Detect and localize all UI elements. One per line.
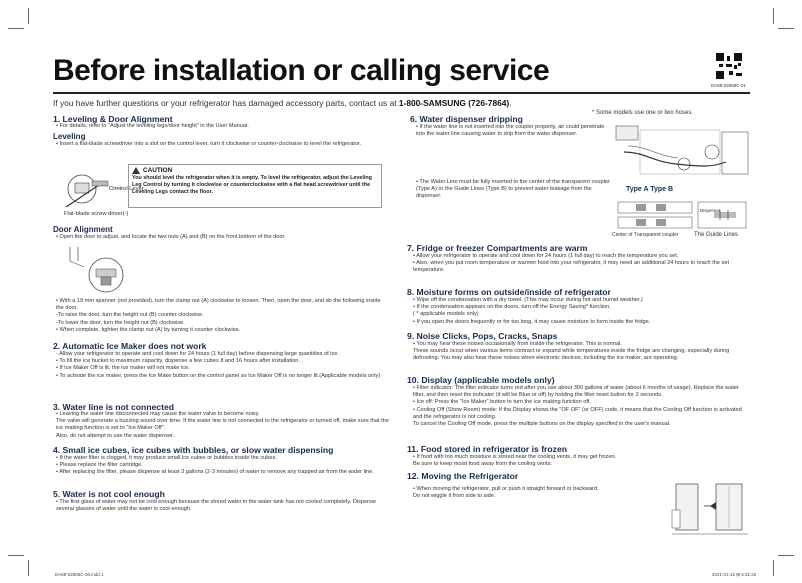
door-alignment-steps: • With a 19 mm spanner (not provided), turn the clamp nut (A) clockwise to loosen. Then, open the door, and do the following inside the door. -To raise the door, turn the height nut (B) counter clockwise. -To lower the door, turn the height nut (B) clockwise. • When complete, tighten the clamp nut (A) by turning it counter clockwise.: [56, 298, 381, 333]
control-lever-label: Control Lever: [109, 186, 144, 192]
section-6-text-1: • If the water line is not inserted into the coupler properly, air could penetrate into the water line causing water to drip from the water dispenser.: [416, 124, 605, 138]
qr-code-icon: [716, 53, 742, 79]
intro-text: [53, 98, 512, 108]
door-nuts-illustration: [66, 245, 130, 297]
section-6-heading: 6. Water dispenser dripping: [410, 114, 523, 124]
section-7-heading: 7. Fridge or freezer Compartments are warm: [407, 243, 588, 253]
crop-mark: [28, 8, 29, 24]
leveling-heading: Leveling: [53, 132, 86, 141]
crop-mark: [778, 28, 794, 29]
section-3-text: • Leaving the water line disconnected may cause the water valve to become noisy. The valve will generate a buzzing sound over time. If the water line is not connected to the refrigerator or turned off, make sure that the ice making function is set to "Ice Maker Off". Also, do not attempt to use the water dispenser.: [56, 411, 389, 439]
section-11-heading: 11. Food stored in refrigerator is frozen: [407, 444, 567, 454]
footer-file-name: DA68-02659C-00.indd 1: [55, 572, 104, 577]
dispenser-label: Dispenser: [700, 208, 721, 213]
crop-mark: [778, 555, 794, 556]
moving-refrigerator-illustration: [670, 480, 750, 538]
crop-mark: [773, 560, 774, 576]
leveling-text: • Insert a flat-blade screwdriver into a slot on the control lever, turn it clockwise or counter-clockwise to level the refrigerator.: [56, 141, 362, 147]
crop-mark: [8, 28, 24, 29]
section-2-heading: 2. Automatic Ice Maker does not work: [53, 341, 207, 351]
intro-end: .: [509, 98, 512, 108]
caution-text: You should level the refrigerator when it is empty. To level the refrigerator, adjust the Leveling Leg Control by turning it clockwise or counterclockwise with a flat head screwdriver until the Leveling Legs contact the floor.: [132, 175, 372, 195]
section-4-text: • If the water filter is clogged, it may produce small ice cubes or bubbles inside the cubes. • Please replace the filter cartridge. • After replacing the filter, please dispense at least 3 gallons (2-3 minutes) of water to remove any trapped air from the water line.: [56, 455, 374, 476]
section-6-text-2: • The Water Line must be fully inserted to the center of the transparent coupler (Type A) or the Guide Lines (Type B) to prevent water leakage from the dispenser.: [416, 179, 610, 200]
page-title: Before installation or calling service: [53, 54, 550, 87]
section-2-text: - Allow your refrigerator to operate and cool down for 24 hours (1 full day) before dispensing large quantities of ice. • To fill the ice bucket to maximum capacity, dispense a few cubes 8 and 16 hours after installation. • If Ice Maker Off is lit, the ice maker will not make ice. • To activate the ice maker, press the Ice Make button on the control panel so Ice Maker Off is no longer lit.(Applicable models only): [56, 351, 381, 379]
coupler-types-illustration: [614, 196, 750, 232]
footer-timestamp: 2021-01-12 ⊞ 5:31:32: [712, 572, 757, 577]
crop-mark: [8, 555, 24, 556]
section-3-heading: 3. Water line is not connected: [53, 402, 174, 412]
crop-mark: [28, 560, 29, 576]
screwdriver-label: Flat-blade screw driver(-): [64, 211, 129, 217]
section-4-heading: 4. Small ice cubes, ice cubes with bubbles, or slow water dispensing: [53, 445, 334, 455]
section-8-heading: 8. Moisture forms on outside/inside of refrigerator: [407, 287, 611, 297]
section-5-text: • The first glass of water may not be cold enough because the stored water in the water tank has not cooled completely. Dispense several glasses of water until the water is cool enough.: [56, 499, 377, 513]
caution-title: CAUTION: [143, 167, 173, 174]
warning-icon: [132, 167, 140, 174]
section-9-heading: 9. Noise Clicks, Pops, Cracks, Snaps: [407, 331, 558, 341]
section-12-heading: 12. Moving the Refrigerator: [407, 471, 519, 481]
section-12-text: • When moving the refrigerator, pull or push it straight forward or backward. Do not wiggle it from side to side.: [413, 486, 599, 500]
door-alignment-text: • Open the door to adjust, and locate the two nuts (A) and (B) on the front bottom of the door.: [56, 234, 286, 240]
section-10-text: • Filter indicator: The filter indicator turns red after you use about 300 gallons of water (about 6 months of usage). Replace the water filter, and then reset the indicator (it will be Blue or off) by holding the filter reset button for 3 seconds. • Ice off: Press the "Ice Maker" button to turn the ice making function off. • Cooling Off (Show Room) mode: If the Display shows the "OF OF" (or OFF) code, it means that the Cooling Off function is activated and the refrigerator is not cooling. To cancel the Cooling Off mode, press the multiple buttons on the display specified in the user's manual.: [413, 385, 742, 428]
guide-lines-caption: The Guide Lines: [694, 232, 739, 238]
document-code: DA68-02659C-01: [711, 83, 747, 88]
section-7-text: • Allow your refrigerator to operate and cool down for 24 hours (1 full day) to reach the temperature you set. • Also, when you put room temperature or warmer food into your refrigerator, it may need an additional 24 hours to reach the set temperature.: [413, 253, 729, 274]
section-9-text: • You may hear these noises occasionally from inside the refrigerator. This is normal. These sounds occur when various items contract or expand while temperatures inside the fridge are changing, especially during defrosting. You may also hear these noises when electronic devices, including the ice maker, are operating.: [413, 341, 730, 362]
intro-body: If you have further questions or your refrigerator has damaged accessory parts, contact us at: [53, 98, 399, 108]
section-10-heading: 10. Display (applicable models only): [407, 375, 555, 385]
section-8-text: • Wipe off the condensation with a dry towel. (This may occur during hot and humid weather.) • If the condensation appears on the doors, turn off the Energy Saving* function. ( * applicable models only) • If you open the doors frequently or for too long, it may cause moisture to form inside the fridge.: [413, 297, 651, 325]
hose-models-note: * Some models use one or two hoses.: [592, 110, 694, 116]
crop-mark: [773, 8, 774, 24]
support-phone: 1-800-SAMSUNG (726-7864): [398, 98, 510, 108]
title-rule: [53, 92, 750, 94]
water-line-illustration: [614, 122, 750, 184]
coupler-caption: Center of Transparent coupler: [612, 232, 679, 238]
section-11-text: • If food with too much moisture is stored near the cooling vents, it may get frozen. Be sure to keep moist food away from the cooling vents.: [413, 454, 617, 468]
section-5-heading: 5. Water is not cool enough: [53, 489, 165, 499]
type-label: Type A Type B: [626, 186, 674, 193]
caution-box: [128, 164, 382, 208]
section-1-note: • For details, refer to "Adjust the leveling legs/door height" in the User Manual.: [56, 123, 249, 129]
section-1-heading: 1. Leveling & Door Alignment: [53, 114, 173, 124]
door-alignment-heading: Door Alignment: [53, 225, 113, 234]
